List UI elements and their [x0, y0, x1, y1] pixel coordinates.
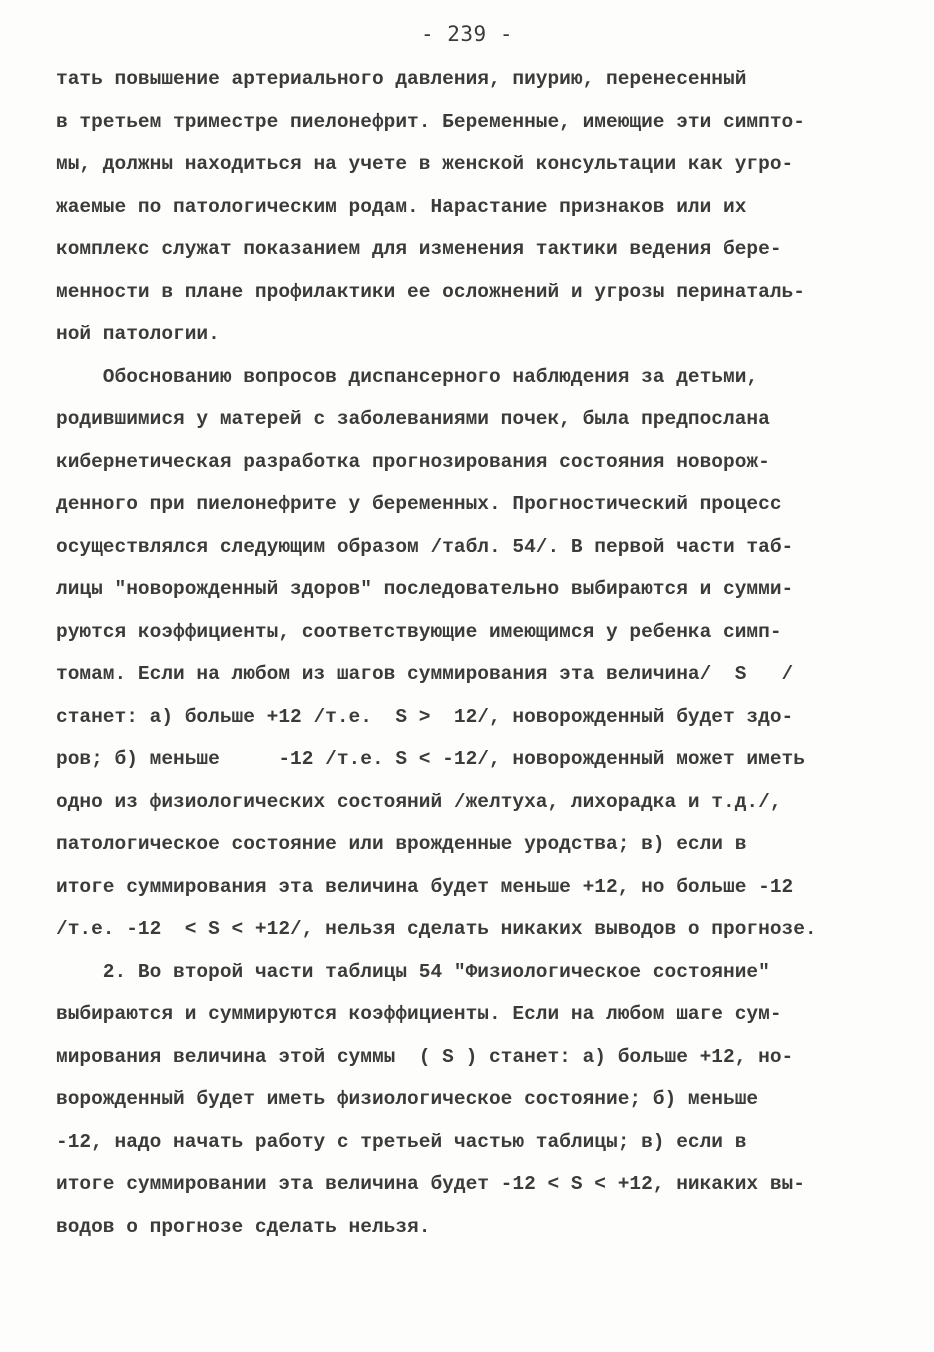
text-line: родившимися у матерей с заболеваниями почек, была предпослана — [56, 408, 770, 430]
text-line: ров; б) меньше -12 /т.е. S < -12/, новорожденный может иметь — [56, 748, 805, 770]
text-line: 2. Во второй части таблицы 54 "Физиологическое состояние" — [56, 960, 770, 983]
text-line: денного при пиелонефрите у беременных. Прогностический процесс — [56, 493, 782, 515]
text-line: станет: а) больше +12 /т.е. S > 12/, новорожденный будет здо- — [56, 705, 794, 728]
text-line: томам. Если на любом из шагов суммирования эта величина/ S / — [56, 663, 794, 685]
text-line: -12, надо начать работу с третьей частью таблицы; в) если в — [56, 1130, 747, 1153]
text-line: осуществлялся следующим образом /табл. 54/. В первой части таб- — [56, 535, 794, 558]
text-line: кибернетическая разработка прогнозирования состояния новорож- — [56, 450, 770, 473]
text-line: мирования величина этой суммы ( S ) станет: а) больше +12, но- — [56, 1045, 794, 1068]
text-line: итоге суммирования эта величина будет меньше +12, но больше -12 — [56, 875, 794, 898]
text-line: /т.е. -12 < S < +12/, нельзя сделать никаких выводов о прогнозе. — [56, 918, 817, 940]
text-line: патологическое состояние или врожденные уродства; в) если в — [56, 833, 747, 855]
text-line: менности в плане профилактики ее осложнений и угрозы перинаталь- — [56, 280, 805, 303]
body-text — [56, 58, 886, 1248]
text-line: жаемые по патологическим родам. Нарастание признаков или их — [56, 195, 747, 218]
text-line: ворожденный будет иметь физиологическое состояние; б) меньше — [56, 1088, 759, 1110]
text-line: руются коэффициенты, соответствующие имеющимся у ребенка симп- — [56, 620, 782, 643]
text-line: ной патологии. — [56, 323, 220, 345]
text-line: в третьем триместре пиелонефрит. Беременные, имеющие эти симпто- — [56, 110, 805, 133]
text-line: мы, должны находиться на учете в женской консультации как угро- — [56, 153, 794, 175]
page-number: - 239 - — [420, 22, 513, 46]
text-line: водов о прогнозе сделать нельзя. — [56, 1215, 431, 1238]
text-line: комплекс служат показанием для изменения тактики ведения бере- — [56, 238, 782, 260]
text-line: лицы "новорожденный здоров" последовательно выбираются и сумми- — [56, 578, 794, 600]
text-line: одно из физиологических состояний /желтуха, лихорадка и т.д./, — [56, 790, 782, 813]
text-line: выбираются и суммируются коэффициенты. Если на любом шаге сум- — [56, 1003, 782, 1025]
text-line: итоге суммировании эта величина будет -12 < S < +12, никаких вы- — [56, 1173, 805, 1195]
text-line: Обоснованию вопросов диспансерного наблюдения за детьми, — [56, 365, 759, 388]
text-line: тать повышение артериального давления, пиурию, перенесенный — [56, 68, 747, 90]
